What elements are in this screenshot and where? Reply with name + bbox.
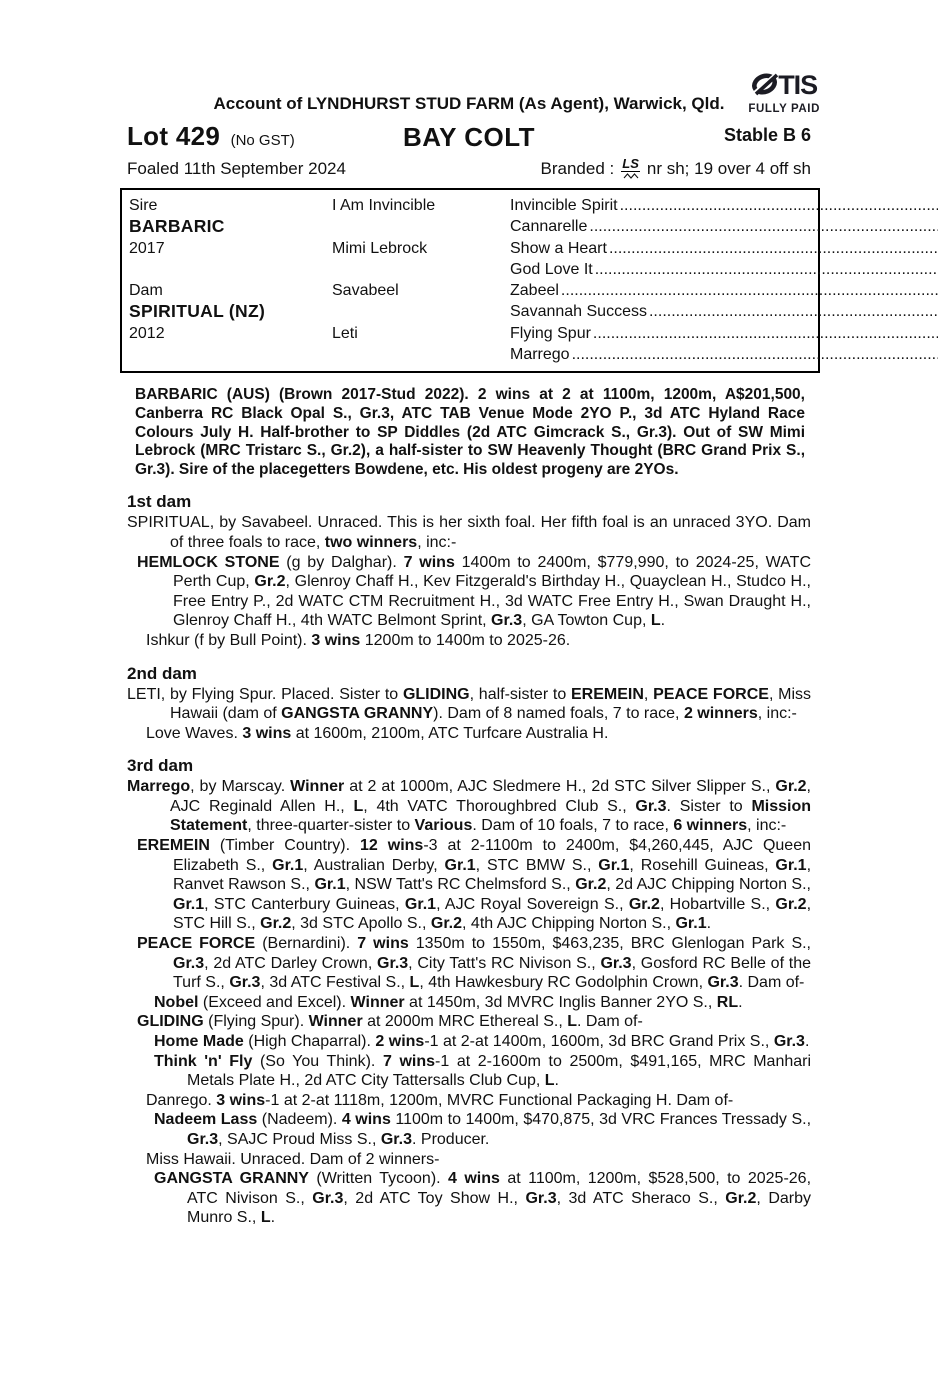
text-fragment: , by Marscay. xyxy=(190,778,291,796)
pedigree-year: 2017 xyxy=(129,239,165,257)
branded-description: nr sh; 19 over 4 off sh xyxy=(646,159,811,178)
text-fragment: , 2d AJC Chipping Norton S., xyxy=(606,876,811,894)
text-fragment: , GA Towton Cup, xyxy=(522,612,651,630)
text-fragment: at 1100m, 1200m, $528,500, to 2025-26, ATC Nivison S., xyxy=(187,1170,812,1207)
text-fragment: , Miss Hawaii (dam of xyxy=(170,685,812,723)
pedigree-spacer xyxy=(129,344,332,365)
text-fragment: Miss Hawaii. Unraced. Dam of 2 winners- xyxy=(146,1150,440,1168)
text-fragment: L xyxy=(260,1209,271,1227)
text-fragment: 1200m to 1400m to 2025-26. xyxy=(360,631,571,649)
text-fragment: , Gosford RC Belle of the Turf S., xyxy=(173,954,812,992)
text-fragment: GANGSTA GRANNY xyxy=(154,1170,309,1188)
text-fragment: , 4th Hawkesbury RC Godolphin Crown, xyxy=(419,974,708,992)
pedigree-parents-column xyxy=(332,195,510,280)
pedigree-parent-name: Savabeel xyxy=(332,282,399,300)
ancestor-line xyxy=(510,280,938,301)
dot-leader xyxy=(649,301,938,322)
text-fragment: , Australian Derby, xyxy=(303,856,445,874)
pedigree-spacer xyxy=(332,301,510,322)
dot-leader xyxy=(561,280,938,301)
text-fragment: SPIRITUAL, by Savabeel. Unraced. This is her sixth foal. Her fifth foal is an unraced 3YO. Dam of three foals to race, xyxy=(127,514,811,551)
text-fragment: Love Waves. xyxy=(146,724,243,742)
ancestor-name: Cannarelle xyxy=(510,218,588,236)
pedigree-entry xyxy=(127,513,811,552)
text-fragment: (g by Dalghar). xyxy=(279,553,404,571)
text-fragment: Gr.3 xyxy=(707,974,739,992)
text-fragment: , inc:- xyxy=(417,533,457,551)
ancestor-line xyxy=(510,238,938,259)
text-fragment: Gr.1 xyxy=(173,895,205,913)
qtis-logo-text: TIS xyxy=(778,70,818,100)
text-fragment: Gr.3 xyxy=(600,954,632,972)
brand-mark-icon xyxy=(621,157,640,179)
text-fragment: 3 wins xyxy=(242,724,292,742)
text-fragment: , three-quarter-sister to xyxy=(247,817,415,835)
ancestor-name: Invincible Spirit xyxy=(510,197,618,214)
text-fragment: 2 winners xyxy=(683,705,758,723)
text-fragment: Winner xyxy=(350,993,405,1011)
text-fragment: two winners xyxy=(324,533,418,551)
lot-row xyxy=(127,121,811,152)
text-fragment: , 3d STC Apollo S., xyxy=(291,915,431,933)
text-fragment: -3 at 2-1100m to 2400m, $4,260,445, AJC Queen Elizabeth S., xyxy=(173,837,812,874)
text-fragment: 7 wins xyxy=(403,553,455,571)
text-fragment: , City Tatt's RC Nivison S., xyxy=(408,954,601,972)
text-fragment: , Rosehill Guineas, xyxy=(629,856,776,874)
dot-leader xyxy=(620,195,938,216)
pedigree-entry xyxy=(137,553,811,631)
text-fragment: at 2 at 1000m, AJC Sledmere H., 2d STC Silver Slipper S., xyxy=(344,778,776,796)
pedigree-entry xyxy=(146,631,811,651)
pedigree-parents-column xyxy=(332,280,510,365)
pedigree-parent-name: Leti xyxy=(332,324,358,342)
text-fragment: , Darby Munro S., xyxy=(187,1189,811,1227)
text-fragment: , AJC Reginald Allen H., xyxy=(170,778,811,815)
pedigree-entry xyxy=(154,1169,811,1228)
text-fragment: EREMEIN xyxy=(137,837,210,855)
text-fragment: Gr.3 xyxy=(187,1130,219,1148)
text-fragment: , NSW Tatt's RC Chelmsford S., xyxy=(345,876,576,894)
dot-leader xyxy=(609,238,938,259)
dot-leader xyxy=(593,323,938,344)
text-fragment: , STC Canterbury Guineas, xyxy=(204,895,405,913)
text-fragment: Gr.1 xyxy=(598,856,630,874)
ancestor-line xyxy=(510,301,938,322)
text-fragment: PEACE FORCE xyxy=(137,935,256,953)
brand-mark-squiggle-icon xyxy=(623,173,639,179)
text-fragment: Danrego. xyxy=(146,1091,217,1109)
text-fragment: . xyxy=(270,1209,276,1227)
text-fragment: Winner xyxy=(290,778,345,796)
ancestor-name: Marrego xyxy=(510,346,570,364)
lot-number: Lot 429 xyxy=(127,121,221,151)
text-fragment: L xyxy=(544,1072,555,1090)
text-fragment: 6 winners xyxy=(673,817,748,835)
pedigree-entry xyxy=(137,934,811,993)
dot-leader xyxy=(589,216,938,237)
section-heading: 1st dam xyxy=(127,492,192,512)
ancestor-line xyxy=(510,216,938,237)
text-fragment: . Dam of 10 foals, 7 to race, xyxy=(472,817,674,835)
text-fragment: , 4th AJC Chipping Norton S., xyxy=(462,915,676,933)
ancestor-line xyxy=(510,323,938,344)
pedigree-table xyxy=(120,188,820,373)
text-fragment: Gr.3 xyxy=(377,954,409,972)
text-fragment: , 2d ATC Toy Show H., xyxy=(343,1189,526,1207)
pedigree-entry xyxy=(146,724,811,744)
text-fragment: , 3d ATC Sheraco S., xyxy=(556,1189,726,1207)
qtis-fully-paid-label: FULLY PAID xyxy=(748,103,820,115)
text-fragment: , half-sister to xyxy=(469,685,571,703)
text-fragment: Winner xyxy=(308,1013,363,1031)
text-fragment: RL xyxy=(716,993,739,1011)
text-fragment: . Dam of- xyxy=(738,974,805,992)
text-fragment: Gr.1 xyxy=(272,856,304,874)
text-fragment: , STC Hill S., xyxy=(173,895,812,933)
text-fragment: Nadeem Lass xyxy=(154,1111,258,1129)
text-fragment: 1100m to 1400m, $470,875, 3d VRC Frances Tressady S., xyxy=(390,1111,812,1129)
pedigree-entry xyxy=(154,1052,811,1091)
foaled-row xyxy=(127,157,811,179)
text-fragment: Gr.1 xyxy=(775,856,807,874)
text-fragment: Gr.3 xyxy=(380,1130,412,1148)
text-fragment: Gr.1 xyxy=(675,915,707,933)
text-fragment: , STC BMW S., xyxy=(475,856,599,874)
text-fragment: Home Made xyxy=(154,1033,244,1050)
foaled-date: Foaled 11th September 2024 xyxy=(127,159,346,178)
text-fragment: Gr.2 xyxy=(775,895,807,913)
pedigree-horse-name: SPIRITUAL (NZ) xyxy=(129,301,266,322)
pedigree-row-sire xyxy=(129,195,811,280)
text-fragment: L xyxy=(353,797,364,815)
text-fragment: , inc:- xyxy=(747,817,787,835)
text-fragment: . xyxy=(804,1033,810,1050)
dam-sections xyxy=(127,492,811,1228)
text-fragment: (Exceed and Excel). xyxy=(198,993,351,1011)
pedigree-spacer xyxy=(332,216,510,237)
text-fragment: 1400m to 2400m, $779,990, to 2024-25, WATC Perth Cup, xyxy=(173,553,811,591)
text-fragment xyxy=(624,174,638,178)
text-fragment: 7 wins xyxy=(357,935,409,953)
text-fragment: (Written Tycoon). xyxy=(308,1170,449,1188)
text-fragment: (High Chaparral). xyxy=(243,1033,376,1050)
text-fragment: Gr.2 xyxy=(775,778,807,796)
section-heading: 2nd dam xyxy=(127,663,197,683)
text-fragment: , xyxy=(643,685,654,703)
text-fragment: Gr.1 xyxy=(314,876,346,894)
text-fragment: Think 'n' Fly xyxy=(154,1052,253,1070)
pedigree-parent-name: I Am Invincible xyxy=(332,197,436,214)
text-fragment: . Producer. xyxy=(412,1130,490,1148)
text-fragment: Gr.3 xyxy=(173,954,205,972)
text-fragment: 3 wins xyxy=(216,1091,266,1109)
text-fragment: Gr.3 xyxy=(229,974,261,992)
ancestor-line xyxy=(510,195,938,216)
text-fragment: (Nadeem). xyxy=(257,1111,342,1129)
text-fragment: . xyxy=(738,993,743,1011)
text-fragment: at 2000m MRC Ethereal S., xyxy=(362,1013,568,1031)
pedigree-entry xyxy=(146,1150,811,1170)
horse-title: BAY COLT xyxy=(402,122,536,152)
pedigree-year: 2012 xyxy=(129,324,165,342)
text-fragment: Gr.2 xyxy=(260,915,292,933)
text-fragment: Gr.2 xyxy=(575,876,607,894)
pedigree-entry xyxy=(154,993,811,1013)
pedigree-spacer xyxy=(129,259,332,280)
pedigree-row-dam xyxy=(129,280,811,365)
text-fragment: (Timber Country). xyxy=(209,837,361,855)
text-fragment: -1 at 2-1600m to 2500m, $491,165, MRC Manhari Metals Plate H., 2d ATC City Tattersalls Club Cup, xyxy=(187,1052,812,1090)
pedigree-role-label: Sire xyxy=(129,197,158,214)
ancestor-name: Show a Heart xyxy=(510,239,607,257)
text-fragment: Gr.3 xyxy=(773,1033,805,1050)
text-fragment: 12 wins xyxy=(360,837,424,855)
text-fragment: Gr.2 xyxy=(254,573,286,591)
pedigree-entry xyxy=(137,1012,811,1032)
pedigree-entry xyxy=(127,685,811,724)
text-fragment: , 4th VATC Thoroughbred Club S., xyxy=(363,797,636,815)
text-fragment: (So You Think). xyxy=(252,1052,383,1070)
text-fragment: Gr.1 xyxy=(404,895,437,913)
text-fragment: at 1450m, 3d MVRC Inglis Banner 2YO S., xyxy=(404,993,717,1011)
text-fragment: ). Dam of 8 named foals, 7 to race, xyxy=(433,705,684,723)
text-fragment: , inc:- xyxy=(757,705,797,723)
pedigree-ancestors-column xyxy=(510,280,938,365)
page-content xyxy=(127,0,811,1228)
text-fragment: , Hobartville S., xyxy=(659,895,776,913)
text-fragment: Gr.2 xyxy=(430,915,463,933)
text-fragment: , SAJC Proud Miss S., xyxy=(218,1130,381,1148)
sire-summary: BARBARIC (AUS) (Brown 2017-Stud 2022). 2 wins at 2 at 1100m, 1200m, A$201,500, Canberra RC Black Opal S., Gr.3, ATC TAB Venue Mode 2YO P., 3d ATC Hyland Race Colours July H. Half-brother to SP Diddles (2d ATC Gimcrack S., Gr.3). Out of SW Mimi Lebrock (MRC Tristarc S., Gr.2), a half-sister to SW Heavenly Thought (BRC Grand Prix S., Gr.3). Sire of the placegetters Bowdene, etc. His oldest progeny are 2YOs. xyxy=(135,386,805,478)
text-fragment: EREMEIN xyxy=(570,685,644,703)
text-fragment: L xyxy=(409,974,420,992)
text-fragment: L xyxy=(567,1013,577,1031)
text-fragment: , AJC Royal Sovereign S., xyxy=(436,895,629,913)
vendor-account-line: Account of LYNDHURST STUD FARM (As Agent), Warwick, Qld. xyxy=(213,94,725,113)
text-fragment: . xyxy=(554,1072,559,1090)
text-fragment: GANGSTA GRANNY xyxy=(281,705,434,723)
pedigree-entry xyxy=(154,1032,811,1052)
ancestor-name: Zabeel xyxy=(510,282,559,300)
stable-label: Stable B 6 xyxy=(723,125,811,145)
section-heading: 3rd dam xyxy=(127,756,194,776)
branded-group xyxy=(541,157,811,179)
text-fragment: Gr.1 xyxy=(444,856,476,874)
text-fragment: , 3d ATC Festival S., xyxy=(260,974,410,992)
pedigree-spacer xyxy=(332,259,510,280)
ancestor-name: God Love It xyxy=(510,260,593,278)
ancestor-name: Flying Spur xyxy=(510,324,591,342)
text-fragment: PEACE FORCE xyxy=(653,685,769,703)
text-fragment: , Glenroy Chaff H., Kev Fitzgerald's Birthday H., Quayclean H., Studco H., Free Entry P., 2d WATC CTM Recruitment H., 3d WATC Free Entry H., Swan Draught H., Glenroy Chaff H., 4th WATC Belmont Sprint, xyxy=(173,573,811,630)
gst-note: (No GST) xyxy=(230,132,295,149)
text-fragment: Gr.2 xyxy=(725,1189,757,1207)
pedigree-parent-name: Mimi Lebrock xyxy=(332,239,428,257)
text-fragment: Ishkur (f by Bull Point). xyxy=(146,631,312,649)
text-fragment: Gr.3 xyxy=(491,612,523,630)
ancestor-line xyxy=(510,259,938,280)
text-fragment: Various xyxy=(414,817,473,835)
text-fragment: Gr.3 xyxy=(635,797,667,815)
text-fragment: GLIDING xyxy=(137,1013,204,1031)
text-fragment: L xyxy=(650,612,661,630)
pedigree-subject-column xyxy=(129,280,332,365)
pedigree-subject-column xyxy=(129,195,332,280)
text-fragment: . xyxy=(660,612,666,630)
pedigree-ancestors-column xyxy=(510,195,938,280)
text-fragment: -1 at 2-at 1118m, 1200m, MVRC Functional Packaging H. Dam of- xyxy=(265,1091,734,1109)
text-fragment: Marrego xyxy=(127,778,191,796)
text-fragment: Gr.3 xyxy=(312,1189,344,1207)
text-fragment: 4 wins xyxy=(448,1170,500,1188)
text-fragment: 2 wins xyxy=(375,1033,425,1050)
pedigree-spacer xyxy=(332,344,510,365)
text-fragment: LETI, by Flying Spur. Placed. Sister to xyxy=(127,685,403,703)
text-fragment: HEMLOCK STONE xyxy=(137,553,280,571)
dot-leader xyxy=(595,259,938,280)
text-fragment: , Ranvet Rawson S., xyxy=(173,856,812,894)
text-fragment: GLIDING xyxy=(402,685,470,703)
pedigree-role-label: Dam xyxy=(129,282,163,300)
ancestor-line xyxy=(510,344,938,365)
text-fragment: 3 wins xyxy=(311,631,361,649)
text-fragment: at 1600m, 2100m, ATC Turfcare Australia H. xyxy=(291,724,609,742)
text-fragment: . Sister to xyxy=(666,797,752,815)
brand-mark-letters: LS xyxy=(622,156,639,171)
branded-label: Branded : xyxy=(540,159,615,178)
text-fragment: 1350m to 1550m, $463,235, BRC Glenlogan Park S., xyxy=(408,935,811,953)
text-fragment: . xyxy=(706,915,712,933)
text-fragment: Gr.2 xyxy=(628,895,660,913)
text-fragment: (Flying Spur). xyxy=(203,1013,309,1031)
pedigree-entry xyxy=(146,1091,811,1111)
dot-leader xyxy=(572,344,938,365)
pedigree-horse-name: BARBARIC xyxy=(129,216,225,237)
pedigree-entry xyxy=(127,777,811,836)
text-fragment: 4 wins xyxy=(341,1111,391,1129)
text-fragment: -1 at 2-at 1400m, 1600m, 3d BRC Grand Prix S., xyxy=(424,1033,774,1050)
text-fragment: 7 wins xyxy=(382,1052,436,1070)
text-fragment: , 2d ATC Darley Crown, xyxy=(204,954,378,972)
text-fragment: Mission Statement xyxy=(170,797,811,835)
text-fragment: . Dam of- xyxy=(576,1013,643,1031)
text-fragment: Nobel xyxy=(154,993,199,1011)
ancestor-name: Savannah Success xyxy=(510,303,647,321)
pedigree-entry xyxy=(154,1110,811,1149)
text-fragment: (Bernardini). xyxy=(255,935,358,953)
text-fragment: Gr.3 xyxy=(525,1189,557,1207)
pedigree-entry xyxy=(137,836,811,934)
